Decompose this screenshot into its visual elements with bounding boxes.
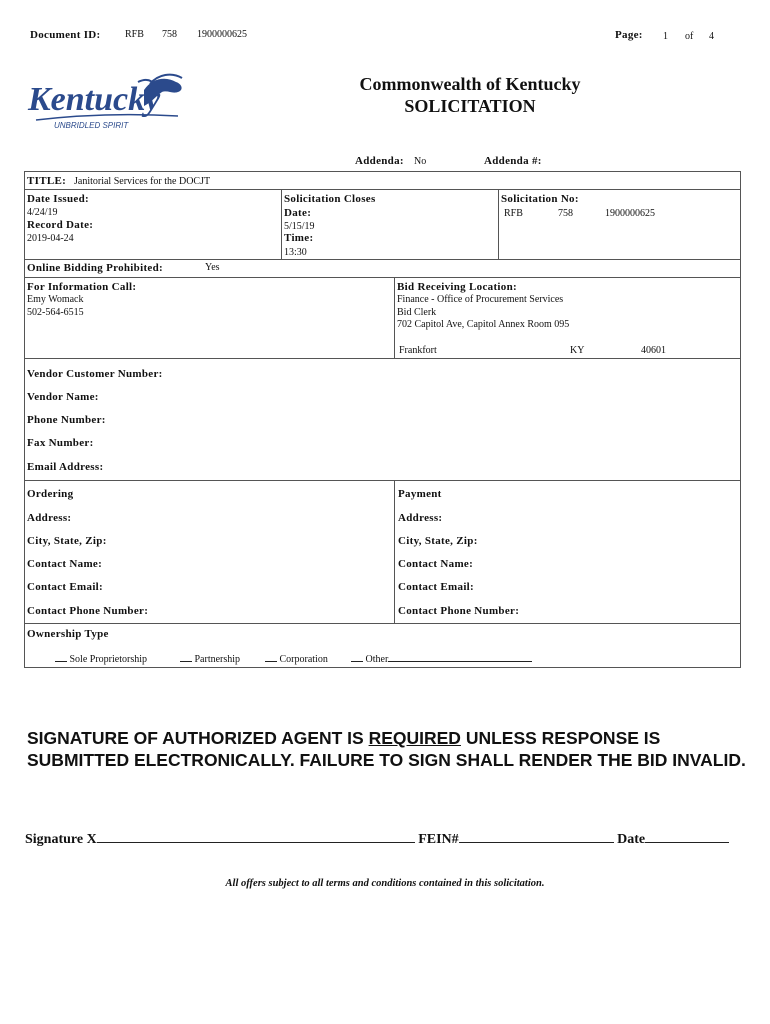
page-title: Commonwealth of Kentucky — [359, 74, 581, 94]
kentucky-logo — [26, 72, 186, 134]
ordering-contact-phone-label: Contact Phone Number: — [27, 605, 149, 617]
information-contact-phone: 502-564-6515 — [27, 307, 84, 318]
document-id-type: RFB — [125, 29, 144, 40]
solicitation-number-value: 1900000625 — [605, 208, 655, 219]
payment-contact-name-label: Contact Name: — [398, 558, 474, 570]
ownership-option-sole[interactable]: Sole Proprietorship — [55, 654, 147, 665]
closes-date-label: Date: — [284, 207, 312, 219]
logo-word: Kentucky — [28, 81, 161, 118]
bid-receiving-line3: 702 Capitol Ave, Capitol Annex Room 095 — [397, 319, 570, 330]
addenda-label: Addenda: — [355, 155, 404, 167]
solicitation-number-code: 758 — [558, 208, 573, 219]
vendor-name-label: Vendor Name: — [27, 391, 99, 403]
bid-receiving-line2: Bid Clerk — [397, 307, 437, 318]
closes-time-label: Time: — [284, 232, 314, 244]
date-field[interactable] — [645, 842, 729, 843]
logo-tagline: UNBRIDLED SPIRIT — [54, 121, 129, 130]
record-date-label: Record Date: — [27, 219, 94, 231]
addenda-value: No — [414, 156, 427, 167]
signature-label: Signature X — [25, 832, 97, 847]
fein-field[interactable] — [459, 842, 614, 843]
bid-receiving-state: KY — [570, 345, 585, 356]
payment-contact-phone-label: Contact Phone Number: — [398, 605, 520, 617]
document-id-label: Document ID: — [30, 29, 101, 41]
ownership-option-corporation[interactable]: Corporation — [265, 654, 328, 665]
vendor-fax-label: Fax Number: — [27, 437, 94, 449]
bid-receiving-label: Bid Receiving Location: — [397, 281, 517, 293]
document-id-code: 758 — [162, 29, 177, 40]
fein-label: FEIN# — [418, 832, 459, 847]
page-of: of — [685, 31, 694, 42]
title-value: Janitorial Services for the DOCJT — [74, 176, 211, 187]
information-contact-name: Emy Womack — [27, 294, 84, 305]
vendor-customer-number-label: Vendor Customer Number: — [27, 368, 163, 380]
ordering-contact-email-label: Contact Email: — [27, 581, 103, 593]
solicitation-closes-label: Solicitation Closes — [284, 193, 376, 205]
solicitation-number-label: Solicitation No: — [501, 193, 579, 205]
ordering-contact-name-label: Contact Name: — [27, 558, 103, 570]
ownership-option-other[interactable]: Other — [351, 654, 532, 665]
bid-receiving-line1: Finance - Office of Procurement Services — [397, 294, 564, 305]
online-bidding-value: Yes — [205, 262, 220, 273]
required-emphasis: REQUIRED — [368, 728, 461, 748]
vendor-email-label: Email Address: — [27, 461, 104, 473]
closes-date-value: 5/15/19 — [284, 221, 315, 232]
date-issued-label: Date Issued: — [27, 193, 89, 205]
record-date-value: 2019-04-24 — [27, 233, 74, 244]
addenda-number-label: Addenda #: — [484, 155, 542, 167]
solicitation-form — [24, 171, 741, 668]
page-total: 4 — [709, 31, 714, 42]
ownership-type-title: Ownership Type — [27, 628, 109, 640]
solicitation-number-type: RFB — [504, 208, 523, 219]
payment-contact-email-label: Contact Email: — [398, 581, 474, 593]
signature-notice: SIGNATURE OF AUTHORIZED AGENT IS REQUIRED UNLESS RESPONSE IS SUBMITTED ELECTRONICALLY. FAILURE TO SIGN SHALL RENDER THE BID INVALID. — [27, 728, 746, 770]
document-id-number: 1900000625 — [197, 29, 247, 40]
signature-field[interactable] — [97, 842, 415, 843]
signature-line — [25, 832, 729, 848]
bid-receiving-city: Frankfort — [399, 345, 437, 356]
ordering-address-label: Address: — [27, 512, 72, 524]
information-call-label: For Information Call: — [27, 281, 137, 293]
page-subtitle: SOLICITATION — [404, 96, 536, 116]
bid-receiving-zip: 40601 — [641, 345, 666, 356]
date-label: Date — [617, 832, 646, 847]
page-current: 1 — [663, 31, 668, 42]
title-label: TITLE: — [27, 175, 67, 187]
online-bidding-label: Online Bidding Prohibited: — [27, 262, 163, 274]
payment-city-label: City, State, Zip: — [398, 535, 478, 547]
footer-note: All offers subject to all terms and conditions contained in this solicitation. — [225, 878, 545, 889]
payment-address-label: Address: — [398, 512, 443, 524]
page-label: Page: — [615, 29, 643, 41]
vendor-phone-label: Phone Number: — [27, 414, 106, 426]
ordering-title: Ordering — [27, 488, 74, 500]
date-issued-value: 4/24/19 — [27, 207, 58, 218]
payment-title: Payment — [398, 488, 442, 500]
ownership-option-partnership[interactable]: Partnership — [180, 654, 240, 665]
closes-time-value: 13:30 — [284, 247, 307, 258]
ordering-city-label: City, State, Zip: — [27, 535, 107, 547]
